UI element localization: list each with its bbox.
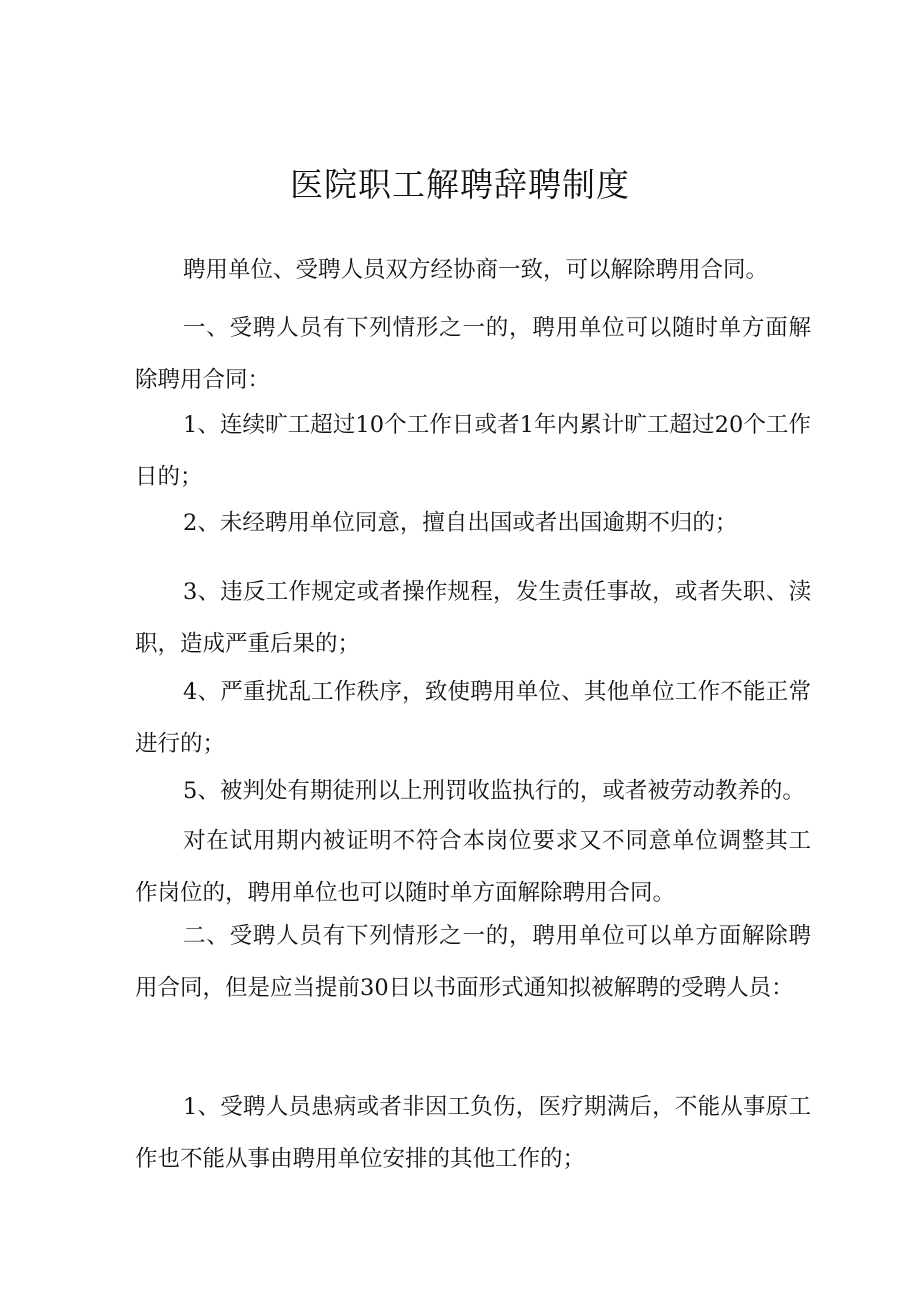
paragraph-item-1: 1、连续旷工超过10个工作日或者1年内累计旷工超过20个工作日的； [135, 412, 811, 490]
paragraph-probation: 对在试用期内被证明不符合本岗位要求又不同意单位调整其工作岗位的，聘用单位也可以随时单方面解除聘用合同。 [135, 828, 811, 906]
paragraph-intro: 聘用单位、受聘人员双方经协商一致，可以解除聘用合同。 [183, 257, 769, 283]
document-title: 医院职工解聘辞聘制度 [290, 165, 630, 204]
paragraph-section-2: 二、受聘人员有下列情形之一的，聘用单位可以单方面解除聘用合同，但是应当提前30日以书面形式通知拟被解聘的受聘人员： [135, 923, 811, 1001]
paragraph-item-5: 5、被判处有期徒刑以上刑罚收监执行的，或者被劳动教养的。 [183, 778, 805, 804]
paragraph-section-2-item-1: 1、受聘人员患病或者非因工负伤，医疗期满后，不能从事原工作也不能从事由聘用单位安排的其他工作的； [135, 1094, 811, 1172]
paragraph-section-1: 一、受聘人员有下列情形之一的，聘用单位可以随时单方面解除聘用合同： [135, 315, 811, 393]
paragraph-item-3: 3、违反工作规定或者操作规程，发生责任事故，或者失职、渎职，造成严重后果的； [135, 579, 811, 657]
paragraph-item-2: 2、未经聘用单位同意，擅自出国或者出国逾期不归的； [183, 510, 738, 536]
paragraph-item-4: 4、严重扰乱工作秩序，致使聘用单位、其他单位工作不能正常进行的； [135, 679, 811, 757]
